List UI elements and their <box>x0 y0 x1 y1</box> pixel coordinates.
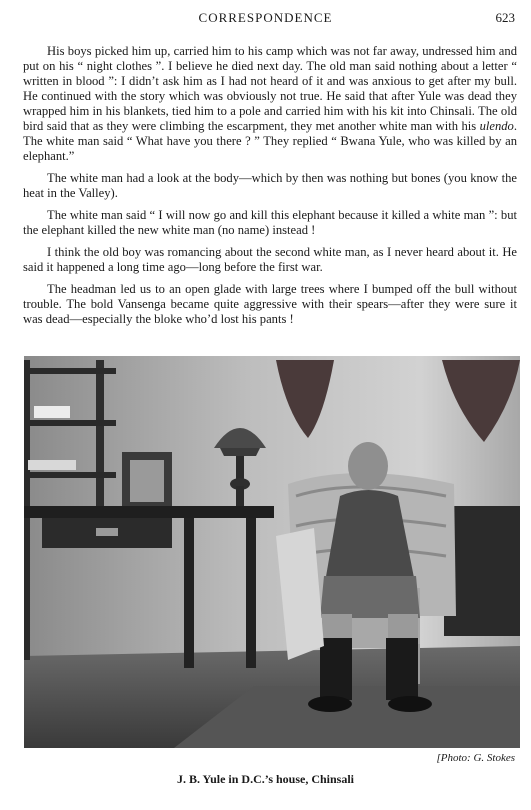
paragraph-1 <box>23 44 517 164</box>
figure-caption: J. B. Yule in D.C.’s house, Chinsali <box>176 772 355 786</box>
paragraph-2: The white man had a look at the body—which by then was nothing but bones (you know the heat in the Valley). <box>23 171 517 200</box>
paragraph-3: The white man said “ I will now go and kill this elephant because it killed a white man ”: but the elephant killed the new white man (no name) instead ! <box>23 208 517 237</box>
paragraph-4: I think the old boy was romancing about the second white man, as I never heard about it. He said it happened a long time ago—long before the first war. <box>23 245 517 274</box>
running-head: CORRESPONDENCE <box>198 10 333 25</box>
page-number: 623 <box>495 10 515 25</box>
cabinet <box>444 506 520 636</box>
framed-picture <box>122 452 172 510</box>
photograph-illustration <box>24 356 520 748</box>
ulendo-term: ulendo <box>479 119 514 133</box>
paragraph-1-text-a: His boys picked him up, carried him to his camp which was not far away, undressed him and put on his “ night clothes ”. I believe he died next day. The old man said nothing about a letter “ written in blood ”: I didn’t ask him as I had not heard of it and was anxious to get after my bull. He continued with the story which was obviously not true. He said that after Yule was dead they wrapped him in his blankets, tied him to a pole and carried him with his kit into Chinsali. The old bird said that as they were climbing the escarpment, they met another white man with his <box>23 44 517 133</box>
article-body <box>23 44 517 334</box>
paragraph-5: The headman led us to an open glade with large trees where I bumped off the bull without trouble. The bold Vansenga became quite aggressive with their spears—after they were sure it was dead—especially the bloke who’d lost his pants ! <box>23 282 517 326</box>
paragraph-1-text-b: . The white man said “ What have you there ? ” They replied “ Bwana Yule, who was killed by an elephant.” <box>23 119 517 163</box>
photo-credit: [Photo: G. Stokes <box>436 752 515 764</box>
page-header <box>0 10 531 32</box>
photograph <box>24 356 520 748</box>
